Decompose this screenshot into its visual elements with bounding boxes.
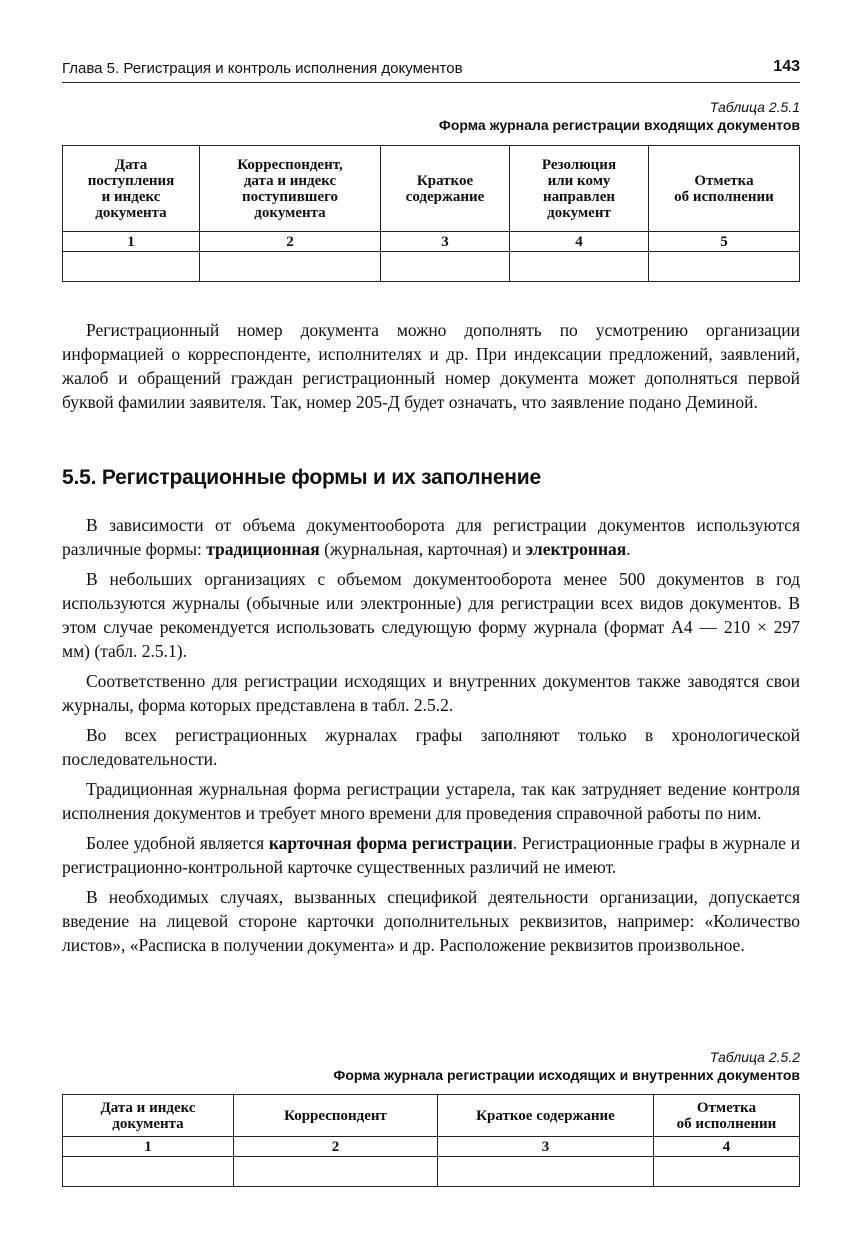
paragraph: В необходимых случаях, вызванных спецификой деятельности организации, допускается введение на лицевой стороне карточки дополнительных реквизитов, например: «Количество листов», «Расписка в получении документа» и др. Расположение реквизитов произвольное. <box>62 887 800 955</box>
table1-caption <box>439 98 800 134</box>
table2-number: Таблица 2.5.2 <box>709 1049 800 1065</box>
table1-num-1: 1 <box>63 232 200 252</box>
table1-col-1: Дата поступления и индекс документа <box>63 146 200 232</box>
table1-title: Форма журнала регистрации входящих документов <box>438 117 800 133</box>
table2-num-3: 3 <box>438 1137 654 1157</box>
intro-text <box>62 318 800 420</box>
table2-header-row <box>63 1095 800 1137</box>
table1-col-4: Резолюция или кому направлен документ <box>510 146 649 232</box>
table2-num-4: 4 <box>654 1137 800 1157</box>
table2-col-3: Краткое содержание <box>438 1095 654 1137</box>
table2-col-2: Корреспондент <box>234 1095 438 1137</box>
table2-num-2: 2 <box>234 1137 438 1157</box>
table2-number-row <box>63 1137 800 1157</box>
paragraph: В зависимости от объема документооборота для регистрации документов используются различные формы: традиционная (журнальная, карточная) и электронная. <box>62 515 800 559</box>
table1-num-2: 2 <box>200 232 381 252</box>
paragraph: В небольших организациях с объемом документооборота менее 500 документов в год используются журналы (обычные или электронные) для регистрации всех видов документов. В этом случае рекомендуется использовать следующую форму журнала (формат А4 — 210 × 297 мм) (табл. 2.5.1). <box>62 569 800 661</box>
chapter-title: Глава 5. Регистрация и контроль исполнения документов <box>62 60 463 77</box>
table1-num-3: 3 <box>381 232 510 252</box>
table1-num-5: 5 <box>649 232 800 252</box>
table1-empty-row <box>63 252 800 282</box>
table2-num-1: 1 <box>63 1137 234 1157</box>
paragraph: Регистрационный номер документа можно дополнять по усмотрению организации информацией о корреспонденте, исполнителях и др. При индексации предложений, заявлений, жалоб и обращений граждан регистрационный номер документа может дополняться первой буквой фамилии заявителя. Так, номер 205-Д будет означать, что заявление подано Деминой. <box>62 320 800 412</box>
table2-empty-row <box>63 1157 800 1187</box>
section-heading: 5.5. Регистрационные формы и их заполнение <box>62 466 541 489</box>
table1-col-5: Отметка об исполнении <box>649 146 800 232</box>
table1-number-row <box>63 232 800 252</box>
paragraph: Более удобной является карточная форма регистрации. Регистрационные графы в журнале и регистрационно-контрольной карточке существенных различий не имеют. <box>62 833 800 877</box>
paragraph: Во всех регистрационных журналах графы заполняют только в хронологической последовательности. <box>62 725 800 769</box>
paragraph: Традиционная журнальная форма регистрации устарела, так как затрудняет ведение контроля исполнения документов и требует много времени для проведения справочной работы по ним. <box>62 779 800 823</box>
table2-col-4: Отметка об исполнении <box>654 1095 800 1137</box>
table1-number: Таблица 2.5.1 <box>709 99 800 115</box>
page-number: 143 <box>773 58 800 75</box>
section-body <box>62 513 800 963</box>
table2-title: Форма журнала регистрации исходящих и внутренних документов <box>333 1067 800 1083</box>
paragraph: Соответственно для регистрации исходящих и внутренних документов также заводятся свои журналы, форма которых представлена в табл. 2.5.2. <box>62 671 800 715</box>
table1-col-3: Краткое содержание <box>381 146 510 232</box>
table2-col-1: Дата и индекс документа <box>63 1095 234 1137</box>
table1-num-4: 4 <box>510 232 649 252</box>
table2-caption <box>333 1048 800 1084</box>
table1 <box>62 145 800 282</box>
running-header <box>62 56 800 83</box>
table1-header-row <box>63 146 800 232</box>
table2 <box>62 1094 800 1187</box>
table1-col-2: Корреспондент, дата и индекс поступившего документа <box>200 146 381 232</box>
